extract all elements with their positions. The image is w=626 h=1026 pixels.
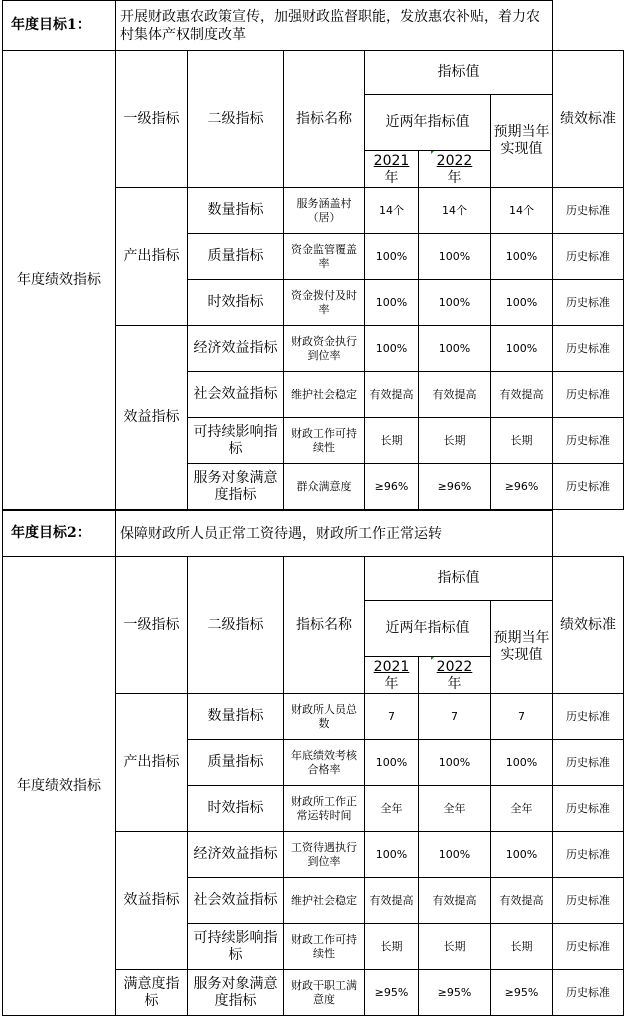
indicator-name: 财政工作可持续性 bbox=[284, 418, 365, 464]
level2-indicator: 数量指标 bbox=[188, 188, 284, 234]
level2-indicator: 可持续影响指标 bbox=[188, 924, 284, 970]
value-2021: 14个 bbox=[365, 188, 419, 234]
header-recent: 近两年指标值 bbox=[365, 95, 491, 151]
value-expected: ≥95% bbox=[491, 970, 553, 1016]
value-expected: 100% bbox=[491, 740, 553, 786]
header-year-2022 bbox=[419, 151, 491, 188]
header-expected: 预期当年实现值 bbox=[491, 95, 553, 188]
level2-indicator: 数量指标 bbox=[188, 694, 284, 740]
value-2022: 100% bbox=[419, 740, 491, 786]
value-2022: 长期 bbox=[419, 924, 491, 970]
value-expected: 有效提高 bbox=[491, 878, 553, 924]
indicator-name: 维护社会稳定 bbox=[284, 878, 365, 924]
value-2021: ≥95% bbox=[365, 970, 419, 1016]
header-value: 指标值 bbox=[365, 51, 553, 95]
level2-indicator: 时效指标 bbox=[188, 786, 284, 832]
header-name: 指标名称 bbox=[284, 557, 365, 694]
value-expected: 14个 bbox=[491, 188, 553, 234]
value-expected: 全年 bbox=[491, 786, 553, 832]
indicator-name: 财政资金执行到位率 bbox=[284, 326, 365, 372]
year-number: 2022 bbox=[436, 659, 473, 675]
level1-indicator: 产出指标 bbox=[116, 188, 188, 326]
indicator-name: 资金拨付及时率 bbox=[284, 280, 365, 326]
value-expected: 100% bbox=[491, 280, 553, 326]
value-expected: ≥96% bbox=[491, 464, 553, 510]
value-2022: 100% bbox=[419, 326, 491, 372]
year-suffix: 年 bbox=[447, 676, 462, 692]
header-level1: 一级指标 bbox=[116, 51, 188, 188]
goal-table bbox=[2, 510, 624, 1016]
value-2021: 有效提高 bbox=[365, 878, 419, 924]
header-level2: 二级指标 bbox=[188, 557, 284, 694]
level1-indicator: 产出指标 bbox=[116, 694, 188, 832]
indicator-name: 工资待遇执行到位率 bbox=[284, 832, 365, 878]
value-2021: 100% bbox=[365, 326, 419, 372]
year-suffix: 年 bbox=[384, 170, 399, 186]
header-value: 指标值 bbox=[365, 557, 553, 601]
value-2021: 有效提高 bbox=[365, 372, 419, 418]
value-2021: 100% bbox=[365, 280, 419, 326]
cell-marker-icon bbox=[431, 151, 436, 155]
value-2021: 7 bbox=[365, 694, 419, 740]
indicator-name: 资金监管覆盖率 bbox=[284, 234, 365, 280]
header-name: 指标名称 bbox=[284, 51, 365, 188]
level2-indicator: 可持续影响指标 bbox=[188, 418, 284, 464]
level2-indicator: 社会效益指标 bbox=[188, 878, 284, 924]
year-number: 2022 bbox=[436, 153, 473, 169]
indicator-name: 群众满意度 bbox=[284, 464, 365, 510]
header-expected: 预期当年实现值 bbox=[491, 601, 553, 694]
level2-indicator: 服务对象满意度指标 bbox=[188, 970, 284, 1016]
value-2022: 长期 bbox=[419, 418, 491, 464]
indicator-name: 维护社会稳定 bbox=[284, 372, 365, 418]
performance-standard: 历史标准 bbox=[553, 372, 624, 418]
performance-standard: 历史标准 bbox=[553, 832, 624, 878]
level2-indicator: 经济效益指标 bbox=[188, 326, 284, 372]
value-expected: 长期 bbox=[491, 924, 553, 970]
year-label bbox=[367, 153, 416, 187]
performance-standard: 历史标准 bbox=[553, 464, 624, 510]
value-2022: 14个 bbox=[419, 188, 491, 234]
indicator-name: 服务涵盖村（居） bbox=[284, 188, 365, 234]
header-level1: 一级指标 bbox=[116, 557, 188, 694]
indicator-name: 财政所工作正常运转时间 bbox=[284, 786, 365, 832]
year-number: 2021 bbox=[373, 659, 410, 675]
header-recent: 近两年指标值 bbox=[365, 601, 491, 657]
value-expected: 有效提高 bbox=[491, 372, 553, 418]
performance-standard: 历史标准 bbox=[553, 924, 624, 970]
indicator-name: 年底绩效考核合格率 bbox=[284, 740, 365, 786]
performance-standard: 历史标准 bbox=[553, 970, 624, 1016]
level2-indicator: 服务对象满意度指标 bbox=[188, 464, 284, 510]
year-number: 2021 bbox=[373, 153, 410, 169]
performance-standard: 历史标准 bbox=[553, 326, 624, 372]
value-2022: 全年 bbox=[419, 786, 491, 832]
header-year-2022 bbox=[419, 657, 491, 694]
header-year-2021 bbox=[365, 657, 419, 694]
header-standard: 绩效标准 bbox=[553, 557, 624, 694]
performance-standard: 历史标准 bbox=[553, 740, 624, 786]
goal-text: 保障财政所人员正常工资待遇，财政所工作正常运转 bbox=[116, 511, 553, 557]
performance-standard: 历史标准 bbox=[553, 188, 624, 234]
indicator-name: 财政所人员总数 bbox=[284, 694, 365, 740]
level2-indicator: 质量指标 bbox=[188, 234, 284, 280]
value-2021: 全年 bbox=[365, 786, 419, 832]
level2-indicator: 质量指标 bbox=[188, 740, 284, 786]
level1-indicator: 效益指标 bbox=[116, 832, 188, 970]
value-2021: 长期 bbox=[365, 924, 419, 970]
performance-standard: 历史标准 bbox=[553, 280, 624, 326]
goal-table bbox=[2, 0, 624, 510]
performance-standard: 历史标准 bbox=[553, 234, 624, 280]
value-expected: 7 bbox=[491, 694, 553, 740]
year-suffix: 年 bbox=[447, 170, 462, 186]
level1-indicator: 效益指标 bbox=[116, 326, 188, 510]
performance-standard: 历史标准 bbox=[553, 786, 624, 832]
value-2022: 100% bbox=[419, 234, 491, 280]
level2-indicator: 社会效益指标 bbox=[188, 372, 284, 418]
header-level2: 二级指标 bbox=[188, 51, 284, 188]
value-2022: ≥95% bbox=[419, 970, 491, 1016]
value-2022: ≥96% bbox=[419, 464, 491, 510]
value-expected: 100% bbox=[491, 326, 553, 372]
year-label bbox=[437, 659, 473, 693]
value-2021: 100% bbox=[365, 740, 419, 786]
header-year-2021 bbox=[365, 151, 419, 188]
indicator-name: 财政干职工满意度 bbox=[284, 970, 365, 1016]
value-expected: 100% bbox=[491, 832, 553, 878]
value-2022: 7 bbox=[419, 694, 491, 740]
value-2021: 100% bbox=[365, 234, 419, 280]
header-standard: 绩效标准 bbox=[553, 51, 624, 188]
section-label: 年度绩效指标 bbox=[3, 557, 116, 1016]
value-2022: 100% bbox=[419, 280, 491, 326]
indicator-name: 财政工作可持续性 bbox=[284, 924, 365, 970]
value-2022: 有效提高 bbox=[419, 372, 491, 418]
value-2022: 有效提高 bbox=[419, 878, 491, 924]
value-2021: 长期 bbox=[365, 418, 419, 464]
value-2021: 100% bbox=[365, 832, 419, 878]
value-expected: 长期 bbox=[491, 418, 553, 464]
cell-marker-icon bbox=[365, 657, 367, 661]
year-label bbox=[367, 659, 416, 693]
year-label bbox=[437, 153, 473, 187]
goal-text: 开展财政惠农政策宣传，加强财政监督职能，发放惠农补贴，着力农村集体产权制度改革 bbox=[116, 1, 553, 51]
value-2021: ≥96% bbox=[365, 464, 419, 510]
value-2022: 100% bbox=[419, 832, 491, 878]
cell-marker-icon bbox=[431, 657, 436, 661]
goal-label: 年度目标2： bbox=[3, 511, 116, 557]
goal-label: 年度目标1： bbox=[3, 1, 116, 51]
performance-standard: 历史标准 bbox=[553, 694, 624, 740]
value-expected: 100% bbox=[491, 234, 553, 280]
level2-indicator: 时效指标 bbox=[188, 280, 284, 326]
year-suffix: 年 bbox=[384, 676, 399, 692]
performance-standard: 历史标准 bbox=[553, 878, 624, 924]
level2-indicator: 经济效益指标 bbox=[188, 832, 284, 878]
cell-marker-icon bbox=[365, 151, 367, 155]
performance-standard: 历史标准 bbox=[553, 418, 624, 464]
section-label: 年度绩效指标 bbox=[3, 51, 116, 510]
level1-indicator: 满意度指标 bbox=[116, 970, 188, 1016]
